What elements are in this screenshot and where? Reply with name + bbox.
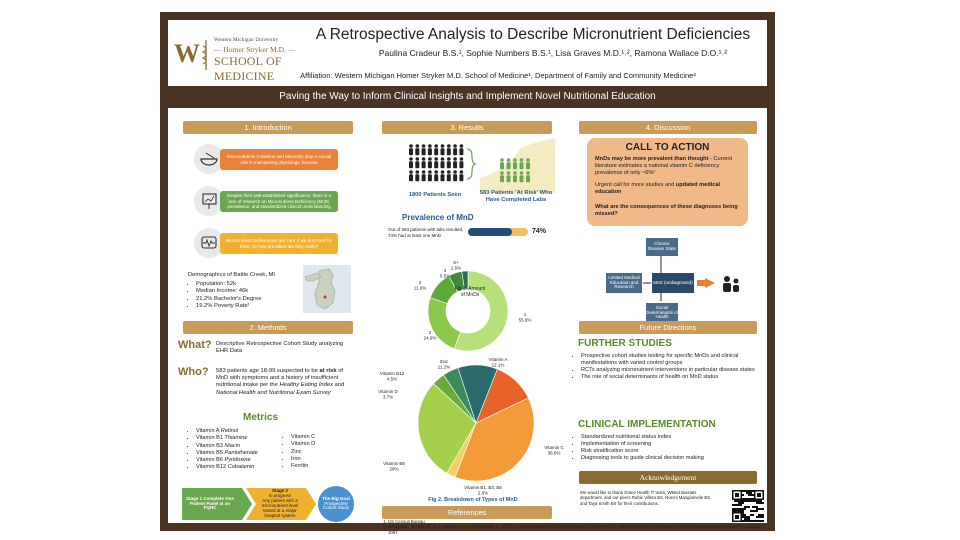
person-icon [513, 171, 517, 175]
studies-item: • Prospective cohort studies testing for specific MnDs and clinical manifestations with varied control groups [581, 353, 761, 367]
stage2-sub: In progress [268, 493, 292, 499]
person-icon [453, 170, 457, 174]
prevalence-bar [468, 228, 528, 236]
future-heading: Future Directions [579, 321, 757, 334]
person-icon [428, 144, 432, 148]
intro-item-2 [194, 186, 344, 216]
cta-title: CALL TO ACTION [625, 142, 710, 153]
who-text-a: 583 patients age 18-99 suspected to be [216, 368, 318, 374]
person-body [409, 161, 413, 168]
poster-title: A Retrospective Analysis to Describe Micronutrient Deficiencies [315, 26, 751, 43]
pie-label-3: Vitamin B6 29% [383, 461, 405, 472]
person-icon [434, 157, 438, 161]
person-body [447, 174, 451, 181]
studies-title: FURTHER STUDIES [578, 338, 672, 349]
big-goal-text: Prospective Cohort Study [322, 500, 350, 511]
banner: Paving the Way to Inform Clinical Insights and Implement Novel Nutritional Education [168, 86, 767, 108]
call-to-action-box [587, 138, 748, 226]
intro-text-2: Despite their well-established significance, there is a lack of research on Micronutrient Deficiency (MnD) prevalence, and standardized clinical understanding [220, 191, 338, 212]
what-text: Descriptive Retrospective Cohort Study analyzing EHR Data [216, 341, 344, 355]
pie-label-1: Vitamin C 38.6% [544, 445, 564, 456]
metrics-title: Metrics [243, 412, 279, 423]
at-risk-icons [480, 138, 555, 193]
poster [160, 12, 775, 535]
people-icons [408, 143, 466, 183]
intro-heading: 1. Introduction [183, 121, 353, 134]
prevalence-label: 74% [532, 228, 547, 235]
person-body [428, 161, 432, 168]
person-body [507, 162, 511, 169]
reference-item: 2. Narayanan, S., Kumar, S. S., Manguno, A., & Friedman, E. (2021). Current Estimates of Serum Vitamin C and Vitamin C Deficiency in the United States. Current Developments in Nutrition, 5(Suppl 2), 1067. [388, 524, 768, 535]
stage2-text: Any patient with a micronutrient level tested at a major hospital system [261, 498, 299, 518]
metric-item: • Vitamin B12 Cobalamin [196, 464, 296, 471]
metric-item: • Vitamin B3 Niacin [196, 443, 296, 450]
person-icon [441, 170, 445, 174]
person-body [526, 162, 530, 169]
stage2-block [256, 486, 304, 522]
metric-item: • Zinc [291, 449, 351, 456]
logo-line3: SCHOOL OF MEDICINE [214, 54, 282, 83]
what-label: What? [178, 339, 212, 351]
logo-line2: — Homer Stryker M.D. — [214, 45, 296, 54]
references-heading: References [382, 506, 552, 519]
clinical-item: • Implementation of screening [581, 441, 721, 448]
person-body [453, 174, 457, 181]
metric-item: • Ferritin [291, 463, 351, 470]
studies-item: • RCTs analyzing micronutrient interventions in particular disease states [581, 367, 761, 374]
person-body [459, 148, 463, 155]
big-goal-title: The Big Goal [322, 495, 350, 501]
stage1-label: Stage 1 Complete One Patient Panel at an FQHC [186, 495, 234, 511]
demographics-block [188, 272, 308, 310]
person-body [434, 148, 438, 155]
demographics-title: Demographics of Battle Creek, MI [188, 272, 275, 278]
methods-heading: 2. Methods [183, 321, 353, 334]
brace-icon [466, 148, 476, 180]
stage2-title: Stage 2 [271, 488, 288, 494]
person-icon [460, 170, 464, 174]
demo-item: • 21.2% Bachelor's Degree [196, 296, 308, 303]
person-icon [422, 157, 426, 161]
metric-item: • Iron [291, 456, 351, 463]
person-body [447, 161, 451, 168]
clinical-item: • Diagnosing tools to guide clinical decision making [581, 455, 721, 462]
risk-label: 583 Patients 'At Risk' Who Have Completed Labs [479, 190, 553, 204]
who-text-d: Healthy Eating Index [279, 382, 333, 389]
person-body [441, 161, 445, 168]
person-icon [500, 158, 504, 162]
person-icon [526, 158, 530, 162]
person-body [453, 161, 457, 168]
who-text [216, 368, 354, 397]
intro-text-1: Micronutrients (Vitamins and Minerals) play a crucial role in maintaining physiologic function [220, 149, 338, 170]
metric-item: • Vitamin B5 Pantothenate [196, 450, 296, 457]
person-icon [441, 144, 445, 148]
person-body [507, 175, 511, 182]
big-goal-circle [318, 486, 354, 522]
studies-item: • The role of social determinants of health on MnD status [581, 374, 761, 381]
staff-icon [201, 38, 211, 72]
pie-slice-1 [428, 298, 460, 349]
affiliation: Affiliation: Western Michigan Homer Stryker M.D. School of Medicine¹, Department of Family and Community Medicine² [300, 71, 696, 80]
metric-item: • Vitamin B6 Pyridoxine [196, 457, 296, 464]
reference-item: 1. US Census Bureau [388, 519, 768, 524]
who-text-c: of MnD with symptoms and a history of insufficient nutritional intake per the [216, 368, 344, 389]
person-body [500, 162, 504, 169]
person-icon [409, 157, 413, 161]
metric-item: • Vitamin C [291, 434, 351, 441]
intro-item-1 [194, 144, 344, 174]
demo-item: • 19.2% Poverty Rate¹ [196, 303, 308, 310]
person-body [415, 161, 419, 168]
person-icon [507, 158, 511, 162]
person-icon [513, 158, 517, 162]
logo-line1: Western Michigan University [214, 38, 279, 43]
diagram-node-bottom: Social Determinants of Health [646, 303, 678, 323]
person-body [428, 174, 432, 181]
seen-label: 1800 Patients Seen [408, 192, 462, 198]
michigan-map [303, 265, 351, 313]
person-icon [434, 144, 438, 148]
person-icon [520, 171, 524, 175]
person-body [415, 174, 419, 181]
person-body [526, 175, 530, 182]
intro-item-3 [194, 228, 344, 258]
person-icon [453, 144, 457, 148]
authors: Paulina Cradeur B.S.¹, Sophie Numbers B.S.¹, Lisa Graves M.D.¹˒², Ramona Wallace D.O.¹˒² [378, 48, 728, 58]
references-list [374, 519, 768, 535]
person-icon [520, 158, 524, 162]
cta-line1: MnDs may be more prevalent than thought - Current literature estimates a national vitamin C deficiency prevalence of only ~6%² [595, 156, 733, 176]
pie-label-0: 1 55.6% [518, 312, 532, 323]
clinical-item: • Standardized nutritional status index [581, 434, 721, 441]
person-body [428, 148, 432, 155]
person-icon [416, 157, 420, 161]
person-icon [447, 157, 451, 161]
fig2-caption: Fig 2. Breakdown of Types of MnD [428, 497, 518, 503]
metrics-right-list [283, 434, 351, 470]
person-body [409, 174, 413, 181]
pie-label-2: 3 11.6% [413, 280, 427, 291]
studies-list [573, 353, 761, 381]
cta-line3: What are the consequences of these diagnoses being missed? [595, 204, 738, 217]
person-body [520, 162, 524, 169]
intro-text-3: Micronutrient Deficiencies are 'rare' if we don't test for them, so how prevalent are they really? [220, 233, 338, 254]
logo-letter: W [174, 39, 200, 68]
cta-line2: Urgent call for more studies and updated medical education [595, 182, 720, 195]
person-icon [460, 144, 464, 148]
person-body [441, 174, 445, 181]
person-icon [500, 171, 504, 175]
person-icon [453, 157, 457, 161]
demographics-list [188, 281, 308, 310]
metric-item: • Vitamin D [291, 441, 351, 448]
who-label: Who? [178, 366, 209, 378]
person-icon [526, 171, 530, 175]
person-body [459, 174, 463, 181]
who-text-f: National Health and Nutritional Exam Survey [216, 389, 331, 396]
pie-label-5: Vitamin B12 4.5% [379, 371, 405, 382]
metrics-left-list [188, 428, 296, 472]
person-body [434, 161, 438, 168]
person-body [441, 148, 445, 155]
demo-item: • Population: 52k [196, 281, 308, 288]
metric-item: • Vitamin A Retinol [196, 428, 296, 435]
demo-item: • Median Income: 46k [196, 288, 308, 295]
results-heading: 3. Results [382, 121, 552, 134]
person-body [434, 174, 438, 181]
person-body [453, 148, 457, 155]
person-icon [434, 170, 438, 174]
person-icon [447, 170, 451, 174]
person-icon [422, 144, 426, 148]
who-text-e: and [334, 382, 345, 389]
person-icon [416, 170, 420, 174]
person-icon [460, 157, 464, 161]
ack-text: We would like to thank Grace Health IT team, WMed Biostats department, and our peers Rubie Villeta BS, Noemi Mangiameile BS, and Taya Smith BS for their contributions. [580, 490, 712, 506]
person-icon [441, 157, 445, 161]
clinical-title: CLINICAL IMPLEMENTATION [578, 419, 716, 430]
person-icon [447, 144, 451, 148]
people-group-icon [720, 274, 742, 294]
person-icon [409, 170, 413, 174]
fig1-donut-chart [390, 246, 550, 356]
poster-header [168, 20, 767, 86]
prevalence-text: Out of 583 patients with labs resulted, 74% had at least one MnD [388, 227, 464, 238]
person-icon [428, 157, 432, 161]
prevalence-bar-fill [468, 228, 512, 236]
person-icon [416, 144, 420, 148]
person-body [409, 148, 413, 155]
person-body [513, 175, 517, 182]
person-icon [422, 170, 426, 174]
pie-label-2: Vitamin B1, B3, B5 2.6% [464, 485, 502, 496]
fig2-pie-chart [378, 345, 563, 495]
pie-label-3: 4 5.5% [439, 268, 451, 279]
clinical-list [573, 434, 721, 462]
who-text-b: at risk [319, 368, 337, 374]
discussion-heading: 4. Discussion [579, 121, 757, 134]
person-body [447, 148, 451, 155]
metric-item: • Vitamin B1 Thiamine [196, 435, 296, 442]
ack-heading: Acknowledgement [579, 471, 757, 484]
person-body [422, 161, 426, 168]
pie-label-4: Vitamin D 3.7% [378, 389, 398, 400]
diagram-node-left: Limited Medical Education and Research [606, 273, 642, 293]
person-body [520, 175, 524, 182]
pie-label-1: 2 24.9% [423, 330, 437, 341]
person-body [500, 175, 504, 182]
clinical-item: • Risk stratification score [581, 448, 721, 455]
person-icon [409, 144, 413, 148]
pie-label-0: Vitamin A 12.1% [488, 357, 508, 368]
person-body [415, 148, 419, 155]
diagram-node-center: MnD (undiagnosed) [652, 273, 694, 293]
person-body [422, 174, 426, 181]
fig1-caption: Fig 1. Amount of MnDs [454, 286, 486, 299]
qr-code [732, 490, 764, 522]
person-body [422, 148, 426, 155]
pie-label-4: 5+ 2.5% [450, 260, 462, 271]
person-icon [428, 170, 432, 174]
diagram-node-top: Chronic Disease State [646, 238, 678, 256]
person-icon [507, 171, 511, 175]
person-body [459, 161, 463, 168]
person-body [513, 162, 517, 169]
pie-label-6: Zinc 11.2% [437, 359, 451, 370]
prevalence-title: Prevalence of MnD [402, 213, 474, 222]
